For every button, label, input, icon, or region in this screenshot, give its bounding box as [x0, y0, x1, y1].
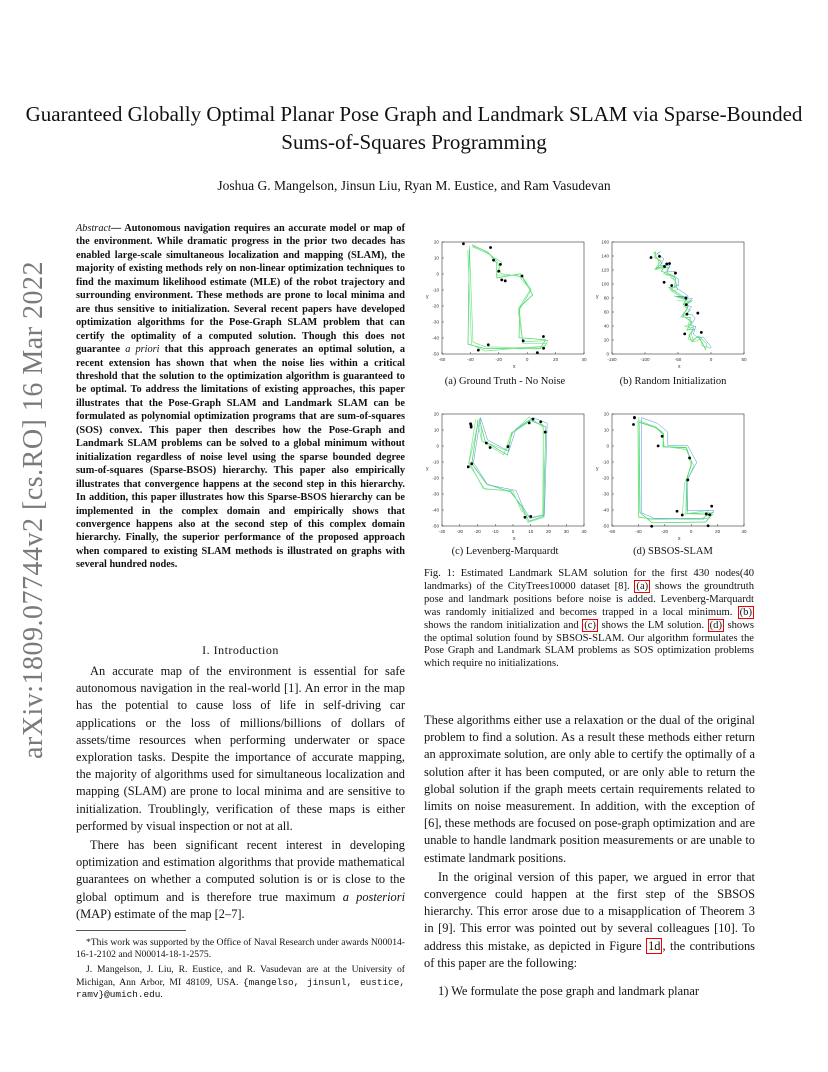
landmark-point — [663, 265, 666, 268]
landmark-point — [683, 333, 686, 336]
x-tick-label: -40 — [467, 357, 474, 362]
y-tick-label: 10 — [603, 427, 609, 433]
landmark-point — [657, 444, 660, 447]
y-tick-label: 0 — [436, 271, 439, 277]
y-tick-label: -10 — [432, 287, 439, 293]
landmark-point — [676, 510, 679, 513]
landmark-point — [499, 263, 502, 266]
landmark-point — [658, 255, 661, 258]
landmark-point — [542, 347, 545, 350]
y-tick-label: -40 — [432, 335, 439, 341]
landmark-point — [489, 446, 492, 449]
landmark-point — [528, 422, 531, 425]
right-paragraph-1: These algorithms either use a relaxation or the dual of the original problem to find a solution. As a result these methods either return an approximate solution, are only able to certify the optimally of a solution after it has been computed, or are only able to return the global solution if the graph meets certain requirements related to limits on noise measurement. In addition, with the exception of [6], these methods are focused on pose-graph optimization and are unable to handle landmark position measurements or are unable to estimate landmark positions. — [424, 713, 755, 865]
x-tick-label: 20 — [715, 529, 721, 534]
landmark-point — [477, 349, 480, 352]
y-tick-label: 20 — [603, 411, 609, 417]
landmark-point — [504, 279, 507, 282]
x-tick-label: 50 — [741, 357, 747, 362]
intro-column — [76, 663, 405, 923]
y-tick-label: -20 — [432, 475, 439, 481]
y-axis-label: y — [596, 294, 599, 300]
landmark-point — [536, 351, 539, 354]
landmark-point — [686, 479, 689, 482]
landmark-point — [685, 303, 688, 306]
landmark-point — [539, 420, 542, 423]
landmark-point — [522, 339, 525, 342]
y-tick-label: -10 — [602, 459, 609, 465]
y-tick-label: -30 — [432, 319, 439, 325]
y-tick-label: 20 — [603, 337, 609, 343]
author-emails: {mangelso, jinsunl, eustice, ramv}@umich.edu — [76, 976, 405, 1000]
subfigure-a-plot — [420, 238, 590, 370]
x-axis-label: x — [678, 536, 681, 542]
landmark-point — [529, 515, 532, 518]
landmark-point — [632, 423, 635, 426]
footnote-funding: *This work was supported by the Office of Naval Research under awards N00014-16-1-2102 and N00014-18-1-2575. — [76, 937, 405, 961]
x-tick-label: 20 — [553, 357, 559, 362]
y-tick-label: 0 — [606, 443, 609, 449]
right-paragraph-2: In the original version of this paper, we argued in error that convergence could happen at the first step of the SBSOS hierarchy. This error arose due to a misapplication of Theorem 3 in [9]. This error was pointed out by several colleagues [10]. To address this mistake, as depicted in Figure 1d , the contributions of this paper are the following: — [424, 869, 755, 970]
y-tick-label: -20 — [602, 475, 609, 481]
y-tick-label: 120 — [601, 267, 609, 273]
author-list: Joshua G. Mangelson, Jinsun Liu, Ryan M. Eustice, and Ram Vasudevan — [217, 178, 611, 193]
landmark-point — [507, 445, 510, 448]
landmark-point — [696, 312, 699, 315]
footnote-rule — [76, 930, 186, 931]
x-tick-label: -60 — [438, 357, 446, 362]
landmark-point — [661, 435, 664, 438]
y-tick-label: -40 — [602, 507, 609, 513]
landmark-point — [650, 525, 653, 528]
landmark-point — [470, 462, 473, 465]
x-tick-label: 30 — [563, 529, 569, 534]
y-tick-label: -30 — [602, 491, 609, 497]
subfigure-b-caption: (b) Random Initialization — [619, 376, 727, 387]
landmark-point — [462, 242, 465, 245]
landmark-point — [705, 513, 708, 516]
y-tick-label: 0 — [606, 351, 609, 357]
y-axis-label: y — [426, 294, 429, 300]
abstract — [76, 222, 405, 572]
y-tick-label: -30 — [432, 491, 439, 497]
x-tick-label: -40 — [635, 529, 642, 534]
landmark-point — [487, 343, 490, 346]
paper-title: Guaranteed Globally Optimal Planar Pose Graph and Landmark SLAM via Sparse-Bounded Sums-of-Squares Programming — [25, 102, 803, 154]
x-tick-label: -60 — [608, 529, 616, 534]
y-tick-label: -50 — [432, 351, 439, 357]
footnote-affiliation: J. Mangelson, J. Liu, R. Eustice, and R. Vasudevan are at the University of Michigan, Ann Arbor, MI 48109, USA. {mangelso, jinsunl, eustice, ramv}@umich.edu. — [76, 964, 405, 1000]
landmark-point — [467, 465, 470, 468]
x-tick-label: 0 — [511, 529, 515, 534]
arxiv-watermark — [14, 260, 54, 760]
fig-ref-b-link[interactable]: (b) — [739, 606, 752, 618]
fig-ref-c-link[interactable]: (c) — [584, 619, 596, 631]
x-tick-label: -40 — [438, 529, 446, 534]
x-tick-label: 40 — [581, 529, 587, 534]
landmark-point — [688, 457, 691, 460]
abstract-text: — Autonomous navigation requires an accurate model or map of the environment. While dramatic progress in the prior two decades has enabled large-scale simultaneous localization and mapping (SLAM), the majority of existing methods rely on non-linear optimization techniques to find the maximum likelihood estimate (MLE) of the robot trajectory and surrounding environment. These methods are prone to local minima and are thus sensitive to initialization. Several recent papers have developed optimization algorithms for the Pose-Graph SLAM problem that can certify the optimality of a computed solution. Though this does not guarantee — [76, 223, 405, 356]
abstract-text-2: that this approach generates an optimal solution, a recent extension has shown that when the noise lies within a critical threshold that the solution to the optimization algorithm is guaranteed to be optimal. To address the limitations of existing approaches, this paper illustrates that the Pose-Graph SLAM and Landmark SLAM can be formulated as polynomial optimization programs that are sum-of-squares (SOS) convex. This paper then describes how the Pose-Graph and Landmark SLAM problems can be solved to a global minimum without initialization regardless of noise level using the sparse bounded degree sum-of-squares (Sparse-BSOS) hierarchy. This paper also empirically illustrates that convergence happens at the second step in this hierarchy. In addition, this paper illustrates how this Sparse-BSOS hierarchy can be implemented in the complex domain and empirically shows that convergence happens also at the second step of this complex domain hierarchy. Finally, the superior performance of the proposed approach when compared to existing SLAM methods is illustrated on graphs with several hundred nodes. — [76, 344, 405, 571]
x-tick-label: 40 — [741, 529, 747, 534]
fig-ref-a-link[interactable]: (a) — [636, 580, 649, 592]
x-tick-label: -20 — [474, 529, 481, 534]
x-axis-label: x — [513, 536, 516, 542]
y-tick-label: 100 — [601, 281, 609, 287]
landmark-point — [685, 297, 688, 300]
y-tick-label: 80 — [603, 295, 609, 301]
landmark-point — [489, 246, 492, 249]
section-heading: I. Introduction — [202, 643, 279, 657]
x-tick-label: -30 — [456, 529, 464, 534]
y-tick-label: 160 — [601, 239, 609, 245]
x-tick-label: -20 — [661, 529, 669, 534]
y-tick-label: -20 — [432, 303, 439, 309]
landmark-point — [485, 442, 488, 445]
y-tick-label: -40 — [432, 507, 439, 513]
landmark-point — [542, 335, 545, 338]
x-tick-label: 40 — [581, 357, 587, 362]
right-column — [424, 712, 755, 972]
y-tick-label: 60 — [603, 309, 609, 315]
x-tick-label: 0 — [689, 529, 693, 534]
y-tick-label: 20 — [433, 411, 439, 417]
arxiv-id: arXiv:1809.07744v2 [cs.RO] 16 Mar 2022 — [18, 260, 49, 760]
fig-ref-d-link[interactable]: (d) — [709, 619, 722, 631]
x-tick-label: -100 — [640, 357, 650, 362]
landmark-point — [532, 418, 535, 421]
footnotes — [76, 937, 405, 1001]
landmark-point — [492, 259, 495, 262]
y-axis-label: y — [596, 466, 599, 472]
x-tick-label: -20 — [495, 357, 503, 362]
landmark-point — [524, 516, 527, 519]
contribution-list-item-1: 1) We formulate the pose graph and landmark planar — [438, 984, 699, 998]
landmark-point — [470, 426, 473, 429]
x-axis-label: x — [513, 364, 516, 370]
x-tick-label: -150 — [607, 357, 617, 362]
x-tick-label: 10 — [528, 529, 534, 534]
figure-1d-link[interactable]: 1d — [648, 938, 661, 953]
x-axis-label: x — [678, 364, 681, 370]
y-tick-label: 10 — [433, 255, 439, 261]
landmark-point — [674, 272, 677, 275]
y-tick-label: 140 — [601, 253, 609, 259]
landmark-point — [633, 416, 636, 419]
y-tick-label: -10 — [432, 459, 439, 465]
y-tick-label: 40 — [603, 323, 609, 329]
subfigure-a-caption: (a) Ground Truth - No Noise — [444, 376, 566, 387]
subfigure-b-plot — [590, 238, 750, 370]
intro-paragraph-1: An accurate map of the environment is essential for safe autonomous navigation in the real-world [1]. An error in the map has the potential to cause loss of life in self-driving car applications or the loss of millions/billions of dollars of assets/time resources when performing underwater or space exploration tasks. Despite the importance of accurate mapping, the majority of algorithms used for simultaneous localization and mapping (SLAM) are prone to local minima and are sensitive to initialization. Troublingly, verification of these maps is either performed by visual inspection or not at all. — [76, 664, 405, 833]
intro-paragraph-2: There has been significant recent interest in developing optimization and estimation algorithms that provide mathematical guarantees on whether a computed solution is or is close to the global optimum and is therefore true maximum a posteriori (MAP) estimate of the map [2–7]. — [76, 838, 406, 921]
y-tick-label: 0 — [436, 443, 439, 449]
landmark-point — [681, 514, 684, 517]
y-tick-label: 20 — [433, 239, 439, 245]
landmark-point — [710, 505, 713, 508]
landmark-point — [500, 278, 503, 281]
x-tick-label: 20 — [545, 529, 552, 534]
y-axis-label: y — [426, 466, 429, 472]
figure-caption: Fig. 1: Estimated Landmark SLAM solution for the first 430 nodes(40 landmarks) of the CityTrees10000 dataset [8]. (a) shows the groundtruth pose and landmark positions before noise is added. Levenberg-Marquardt was randomly initialized and becomes trapped in a local minimum. (b) shows the random initialization and (c) shows the LM solution. (d) shows the optimal solution found by SBSOS-SLAM. Our algorithm formulates the Pose Graph and Landmark SLAM problems as SOS optimization problems which require no initializations. — [424, 568, 755, 670]
x-tick-label: 0 — [525, 357, 529, 362]
abstract-italic: a priori — [125, 344, 160, 356]
landmark-point — [469, 422, 472, 425]
y-tick-label: -50 — [602, 523, 609, 529]
y-tick-label: 10 — [433, 427, 439, 433]
landmark-point — [663, 281, 666, 284]
landmark-point — [544, 431, 547, 434]
subfigure-c-plot — [420, 410, 590, 542]
landmark-point — [700, 331, 703, 334]
x-tick-label: -50 — [674, 357, 682, 362]
x-tick-label: -10 — [491, 529, 499, 534]
landmark-point — [686, 313, 689, 316]
landmark-point — [708, 513, 711, 516]
landmark-point — [521, 275, 524, 278]
landmark-point — [497, 270, 500, 273]
subfigure-d-plot — [590, 410, 750, 542]
landmark-point — [650, 256, 653, 259]
landmark-point — [665, 262, 668, 265]
abstract-label: Abstract — [76, 223, 111, 234]
x-tick-label: 0 — [709, 357, 713, 362]
landmark-point — [707, 524, 710, 527]
subfigure-c-caption: (c) Levenberg-Marquardt — [451, 546, 559, 557]
y-tick-label: -50 — [432, 523, 439, 529]
subfigure-d-caption: (d) SBSOS-SLAM — [633, 546, 713, 557]
landmark-point — [668, 262, 671, 265]
landmark-point — [670, 284, 673, 287]
